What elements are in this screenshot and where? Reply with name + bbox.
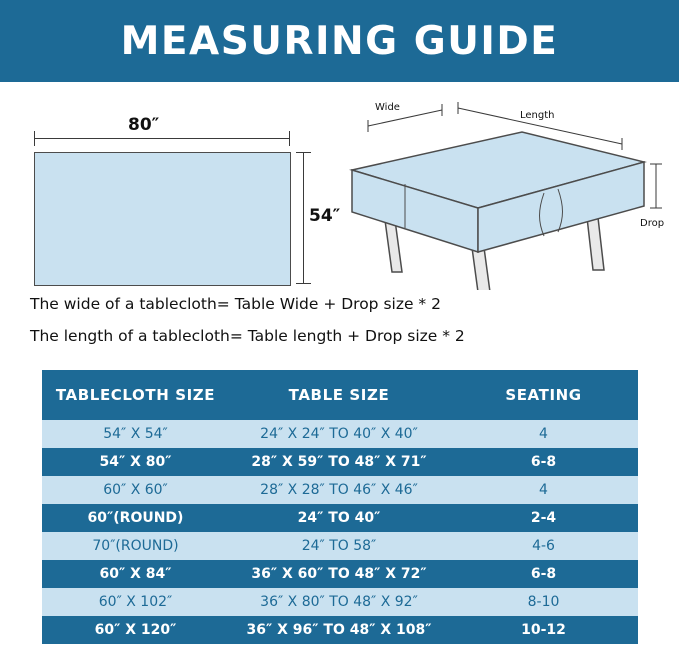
cell-tablecloth-size: 54″ X 54″ [42, 420, 229, 448]
cell-tablecloth-size: 70″(ROUND) [42, 532, 229, 560]
size-chart [42, 370, 638, 644]
length-label-text: Length [520, 110, 555, 121]
table-row [42, 532, 638, 560]
table-row [42, 616, 638, 644]
cell-seating: 4-6 [449, 532, 638, 560]
tablecloth-rectangle [34, 152, 291, 286]
height-dimension-label: 54″ [309, 206, 341, 226]
cell-table-size: 24″ TO 58″ [229, 532, 449, 560]
cell-table-size: 36″ X 80″ TO 48″ X 92″ [229, 588, 449, 616]
diagram-section [0, 82, 679, 292]
table-row [42, 476, 638, 504]
cell-table-size: 28″ X 59″ TO 48″ X 71″ [229, 448, 449, 476]
cell-table-size: 24″ X 24″ TO 40″ X 40″ [229, 420, 449, 448]
table-row [42, 588, 638, 616]
table-row [42, 560, 638, 588]
cell-tablecloth-size: 60″ X 60″ [42, 476, 229, 504]
height-dimension-line [303, 152, 304, 284]
cell-tablecloth-size: 60″ X 120″ [42, 616, 229, 644]
cell-table-size: 36″ X 96″ TO 48″ X 108″ [229, 616, 449, 644]
size-table [42, 370, 638, 644]
cell-seating: 4 [449, 476, 638, 504]
table-row [42, 504, 638, 532]
page-title: MEASURING GUIDE [120, 18, 559, 64]
column-header-tablecloth-size: TABLECLOTH SIZE [42, 370, 229, 420]
drop-label-text: Drop [640, 218, 665, 229]
cell-seating: 2-4 [449, 504, 638, 532]
draped-table-diagram [330, 100, 670, 290]
column-header-table-size: TABLE SIZE [229, 370, 449, 420]
cell-table-size: 28″ X 28″ TO 46″ X 46″ [229, 476, 449, 504]
cell-table-size: 36″ X 60″ TO 48″ X 72″ [229, 560, 449, 588]
cell-seating: 4 [449, 420, 638, 448]
cell-tablecloth-size: 54″ X 80″ [42, 448, 229, 476]
cell-tablecloth-size: 60″(ROUND) [42, 504, 229, 532]
flat-tablecloth-diagram [28, 110, 341, 290]
formula-length: The length of a tablecloth= Table length + Drop size * 2 [30, 327, 465, 345]
table-row [42, 420, 638, 448]
cell-seating: 6-8 [449, 560, 638, 588]
table-row [42, 448, 638, 476]
column-header-seating: SEATING [449, 370, 638, 420]
cell-tablecloth-size: 60″ X 84″ [42, 560, 229, 588]
width-dimension-label: 80″ [128, 115, 160, 135]
draped-table-svg [330, 100, 670, 290]
page-header [0, 0, 679, 82]
formula-width: The wide of a tablecloth= Table Wide + Drop size * 2 [30, 295, 441, 313]
table-header-row [42, 370, 638, 420]
cell-tablecloth-size: 60″ X 102″ [42, 588, 229, 616]
cell-seating: 6-8 [449, 448, 638, 476]
cell-seating: 10-12 [449, 616, 638, 644]
width-dimension-line [34, 138, 290, 139]
cell-table-size: 24″ TO 40″ [229, 504, 449, 532]
cell-seating: 8-10 [449, 588, 638, 616]
wide-label-text: Wide [375, 102, 400, 113]
